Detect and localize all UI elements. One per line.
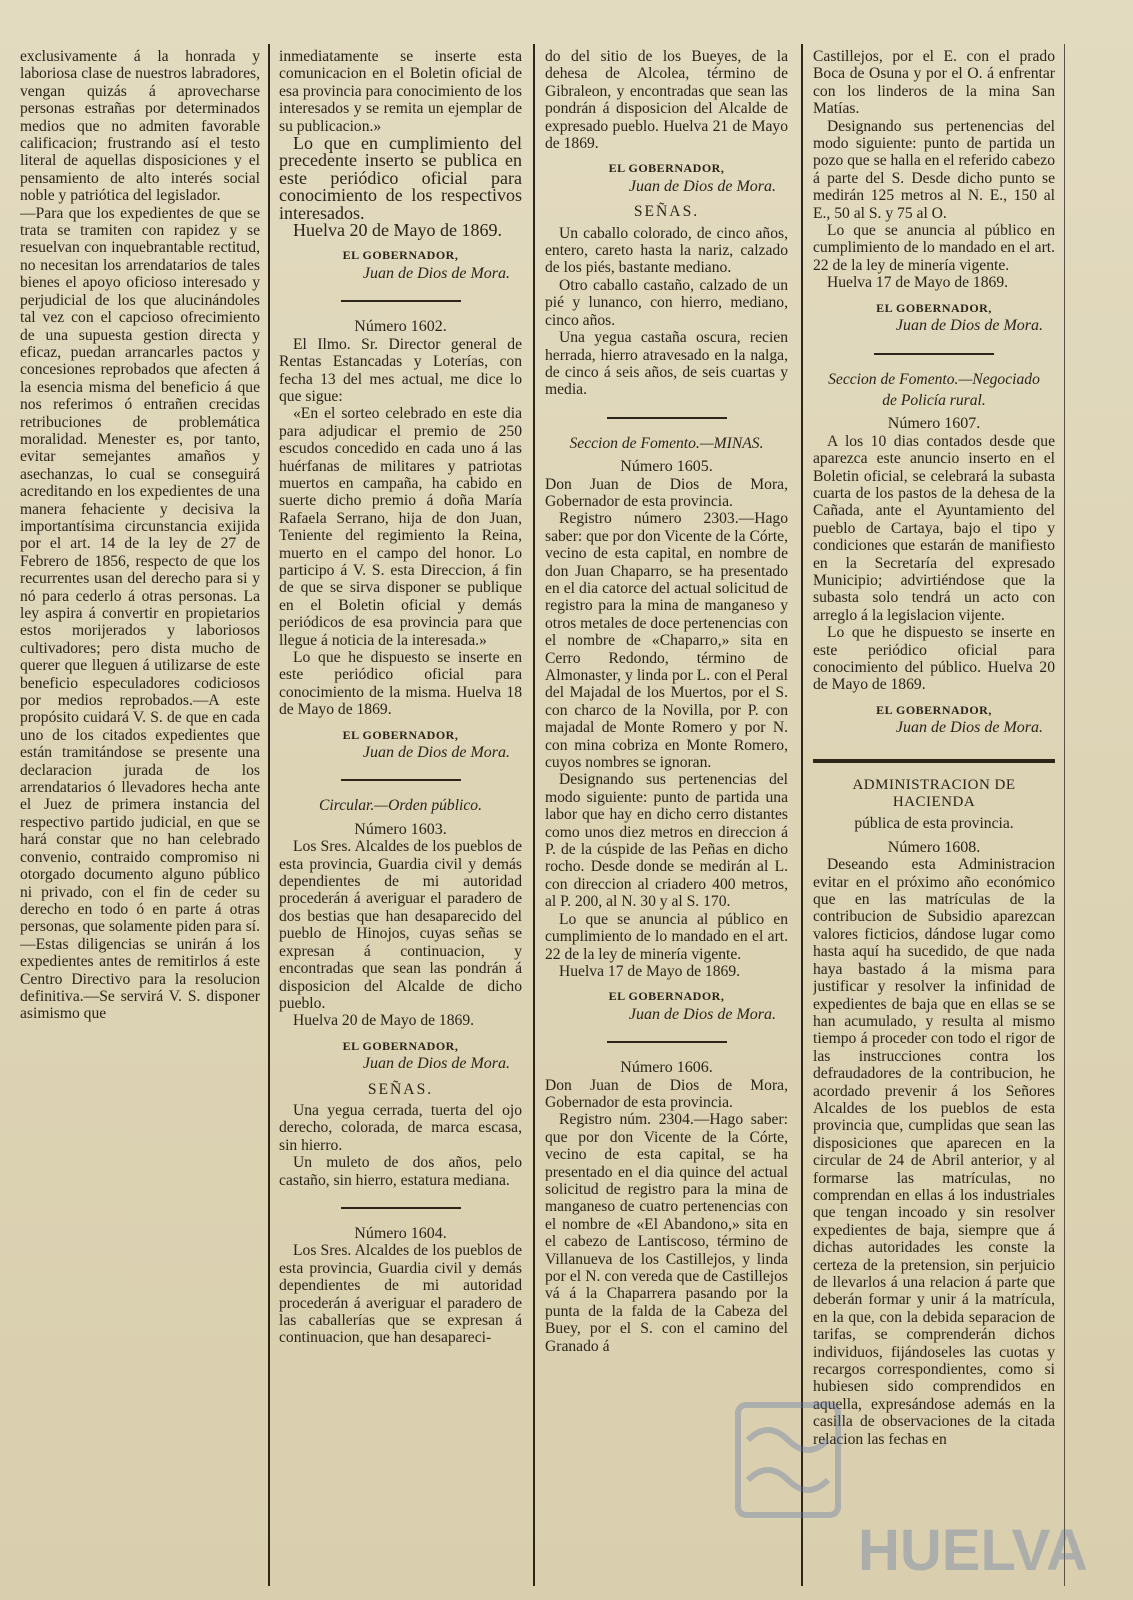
divider [341,1207,461,1209]
paragraph: Castillejos, por el E. con el prado Boca de Osuna y por el O. á enfrentar con los linderos de la mina San Matías. [813,48,1055,118]
section-heading: Seccion de Fomento.—Negociado [828,370,1040,388]
section-heading-sub: de Policía rural. [882,391,986,409]
governor-title: EL GOBERNADOR, [342,1038,459,1053]
item-number: Número 1604. [354,1224,447,1242]
signature: Juan de Dios de Mora. [628,1005,776,1023]
signature: Juan de Dios de Mora. [362,744,510,762]
column-2 [279,48,522,1582]
column-4 [813,48,1055,1582]
date-line: Huelva 17 de Mayo de 1869. [827,274,1009,292]
paragraph: Los Sres. Alcaldes de los pueblos de esta provincia, Guardia civil y demás dependientes de mi autoridad procederán á averiguar el paradero de las caballerías que se expresan á continuacion, que han desapareci- [279,1242,522,1347]
watermark-text: HUELVA [858,1518,1088,1583]
governor-title: EL GOBERNADOR, [342,727,459,742]
paragraph: Don Juan de Dios de Mora, Gobernador de esta provincia. [545,475,788,510]
divider [341,779,461,781]
date-line: Huelva 20 de Mayo de 1869. [293,220,502,241]
column-3 [545,48,788,1582]
governor-title: EL GOBERNADOR, [342,248,459,263]
senas-heading: SEÑAS. [633,203,700,221]
paragraph: Un caballo colorado, de cinco años, entero, careto hasta la nariz, calzado de los piés, bastante mediano. [545,224,788,277]
governor-title: EL GOBERNADOR, [876,300,992,315]
item-number: Número 1607. [887,415,981,433]
paragraph: Deseando esta Administracion evitar en el próximo año económico que en las matrículas de la contribucion de Subsidio aparezcan valores ficticios, dándose lugar como hasta aquí ha sucedido, de que nada haya bastado á la misma para justificar y resolver la infinidad de expedientes de baja que en ellas se se han acumulado, y resulta al mismo tiempo á proceder con todo el rigor de las instrucciones contra los defraudadores de la contribucion, he acordado prevenir á los Señores Alcaldes de los pueblos de esta provincia que, cumplidas que sean las disposiciones que aparecen en la circular de 24 de Abril anterior, y al formarse las matrículas, no comprendan en ellas á los industriales que tengan incoado y sin resolver expedientes de baja, siempre que á dichas autoridades les conste la certeza de la pretension, sin perjuicio de llevarlos á una relacion á parte que deberán formar y unir á la matrícula, en la que, con la debida separacion de tarifas, se comprenderán dichos individuos, fijándoseles las cuotas y recargos correspondientes, como si hubiesen sido comprendidos en aquella, expresándose además en la casilla de observaciones de la citada relacion las fechas en [813,856,1055,1448]
item-number: Número 1603. [354,820,447,838]
paragraph: El Ilmo. Sr. Director general de Rentas Estancadas y Loterías, con fecha 13 del mes actual, me dice lo que sigue: [279,335,522,405]
paragraph: Una yegua castaña oscura, recien herrada, hierro atravesado en la nalga, de cinco á seis años, de seis cuartas y media. [545,329,788,399]
paragraph: A los 10 dias contados desde que aparezca este anuncio inserto en el Boletin oficial, se celebrará la subasta cuarta de los pastos de la dehesa de la Cañada, ante el Ayuntamiento del pueblo de Cartaya, bajo el tipo y condiciones que estarán de manifiesto en la Secretaría del expresado Municipio; advirtiéndose que la subasta solo tendrá un acto con arreglo á la legislacion vijente. [813,432,1055,624]
senas-heading: SEÑAS. [367,1080,434,1098]
divider-thick [813,759,1055,763]
section-heading: ADMINISTRACION DE HACIENDA [852,776,1016,811]
paragraph: Lo que he dispuesto se inserte en este periódico oficial para conocimiento del público. Huelva 20 de Mayo de 1869. [813,624,1055,694]
section-heading: Seccion de Fomento.—MINAS. [569,434,764,452]
divider [607,1041,727,1043]
paragraph: exclusivamente á la honrada y laboriosa clase de nuestros labradores, vengan quizás á aprovecharse personas estrañas por determinados medios que no admiten favorable calificacion; frustrando así el testo literal de aquellas disposiciones y el pensamiento de alto interés social noble y patriótica del legislador. [20,48,260,205]
paragraph: inmediatamente se inserte esta comunicacion en el Boletin oficial de esa provincia para conocimiento de los interesados y se remita un ejemplar de su publicacion.» [279,48,522,135]
paragraph: «En el sorteo celebrado en este dia para adjudicar el premio de 250 escudos concedido en cada uno á las huérfanas de militares y patriotas muertos en campaña, ha cabido en suerte dicho premio á doña María Rafaela Serrano, hija de don Juan, Teniente del regimiento la Reina, muerto en el campo del honor. Lo participo á V. S. esta Direccion, á fin de que se sirva disponer se publique en el Boletin oficial y demás periódicos de esa provincia para que llegue á noticia de la interesada.» [279,405,522,649]
paragraph: Los Sres. Alcaldes de los pueblos de esta provincia, Guardia civil y demás dependientes de mi autoridad procederán á averiguar el paradero de dos bestias que han desaparecido del pueblo de Hinojos, cuyas señas se expresan á continuacion, y encontradas que sean las pondrán á disposicion del Alcalde de dicho pueblo. [279,838,522,1012]
paragraph: do del sitio de los Bueyes, de la dehesa de Alcolea, término de Gibraleon, y encontradas que sean las pondrán á disposicion del Alcalde de expresado pueblo. Huelva 21 de Mayo de 1869. [545,48,788,153]
item-number: Número 1608. [887,838,981,856]
column-rule [268,44,270,1586]
section-heading-sub: pública de esta provincia. [854,815,1014,833]
paragraph: Registro número 2303.—Hago saber: que por don Vicente de la Córte, vecino de esta capital, en nombre de don Juan Chaparro, se ha presentado en el dia catorce del actual solicitud de registro para la mina de manganeso y otros metales de doce pertenencias con el nombre de «Chaparro,» sita en Cerro Redondo, término de Almonaster, y linda por L. con el Peral del Majadal de los Muertos, por el S. con charco de la Novilla, por P. con majadal de Monte Romero y por N. con mina cobriza en Monte Romero, cuyos nombres se ignoran. [545,510,788,772]
signature: Juan de Dios de Mora. [362,1055,510,1073]
divider [341,300,461,302]
column-rule [1064,44,1065,1586]
date-line: Huelva 20 de Mayo de 1869. [293,1012,475,1030]
divider [874,353,994,355]
paragraph: Designando sus pertenencias del modo siguiente: punto de partida un pozo que se halla en el referido cabezo á parte del S. Desde dicho punto se medirán 125 metros al N. E., 150 al E., 50 al S. y 75 al O. [813,117,1055,222]
signature: Juan de Dios de Mora. [362,264,510,282]
item-number: Número 1605. [620,458,713,476]
item-number: Número 1602. [354,318,447,336]
paragraph: —Para que los expedientes de que se trata se tramiten con rapidez y se resuelvan con inquebrantable rectitud, no necesitan los arrendatarios de tales bienes el apoyo oficioso interesado y perjudicial de los que alucinándoles tal vez con el capcioso ofrecimiento de una supuesta gestion directa y eficaz, puedan arrancarles pactos y concesiones reprobados que afecten á la esencia misma del beneficio á que nos referimos ó entrañen crecidas retribuciones de problemática moralidad. Menester es, por tanto, evitar semejantes amaños y asechanzas, lo cual se conseguirá acreditando en los expedientes de una manera fehaciente y decisiva la importantísima circunstancia exijida por el art. 14 de la ley de 27 de Febrero de 1856, respecto de que los recurrentes usan del derecho para si y nó para cederlo á otras personas. La ley aspira á convertir en propietarios estos morijerados y laboriosos cultivadores; pero dista mucho de querer que lleguen á utilizarse de este beneficio especuladores codiciosos por medios reprobados.—A este propósito cuidará V. S. de que en cada uno de los citados expedientes que están tramitándose se presente una declaracion jurada de los arrendatarios ó llevadores hecha ante el Juez de primera instancia del respectivo partido judicial, en que se hará constar que no han celebrado convenio, contraido compromiso ni otorgado documento alguno público ni privado, con el fin de ceder su derecho en todo ó en parte á otras personas, que solamente piden para sí.—Estas diligencias se unirán á los expedientes antes de remitirlos á este Centro Directivo para la resolucion definitiva.—Se servirá V. S. disponer asimismo que [20,204,260,1023]
column-1 [20,48,260,1582]
item-number: Número 1606. [620,1059,713,1077]
date-line: Huelva 17 de Mayo de 1869. [559,962,741,980]
divider [607,417,727,419]
section-heading: Circular.—Orden público. [318,797,482,815]
paragraph: Don Juan de Dios de Mora, Gobernador de esta provincia. [545,1076,788,1111]
governor-title: EL GOBERNADOR, [608,989,725,1004]
paragraph: Otro caballo castaño, calzado de un pié y lunanco, con hierro, mediano, cinco años. [545,276,788,329]
paragraph: Designando sus pertenencias del modo siguiente: punto de partida una labor que hay en dicho cerro distantes como unos diez metros en direccion á P. de la cúspide de las Peñas en dicho rocho. Desde donde se medirán al L. con direccion al criadero 400 metros, al P. 200, al N. 30 y al S. 170. [545,771,788,911]
governor-title: EL GOBERNADOR, [876,702,992,717]
signature: Juan de Dios de Mora. [895,719,1043,737]
paragraph: Un muleto de dos años, pelo castaño, sin hierro, estatura mediana. [279,1154,522,1189]
column-rule [533,44,535,1586]
paragraph: Lo que he dispuesto se inserte en este periódico oficial para conocimiento de la misma. Huelva 18 de Mayo de 1869. [279,649,522,719]
signature: Juan de Dios de Mora. [895,317,1043,335]
column-rule [801,44,803,1586]
paragraph: Lo que en cumplimiento del precedente inserto se publica en este periódico oficial para conocimiento de los respectivos interesados. [279,133,522,223]
huelva-watermark [728,1380,1128,1595]
paragraph: Lo que se anuncia al público en cumplimiento de lo mandado en el art. 22 de la ley de minería vigente. [813,222,1055,274]
governor-title: EL GOBERNADOR, [608,161,725,176]
paragraph: Una yegua cerrada, tuerta del ojo derecho, colorada, de marca escasa, sin hierro. [279,1101,522,1154]
paragraph: Registro núm. 2304.—Hago saber: que por don Vicente de la Córte, vecino de esta capital, se ha presentado en el dia quince del actual solicitud de registro para la mina de manganeso de cuatro pertenencias con el nombre de «El Abandono,» sita en el cabezo de Lantiscoso, término de Villanueva de los Castillejos, y linda por el N. con vereda que de Castillejos vá á la Chaparrera pasando por la punta de la falda de la Cabeza del Buey, por el S. con el camino del Granado á [545,1111,788,1355]
paragraph: Lo que se anuncia al público en cumplimiento de lo mandado en el art. 22 de la ley de minería vigente. [545,910,788,963]
signature: Juan de Dios de Mora. [628,177,776,195]
